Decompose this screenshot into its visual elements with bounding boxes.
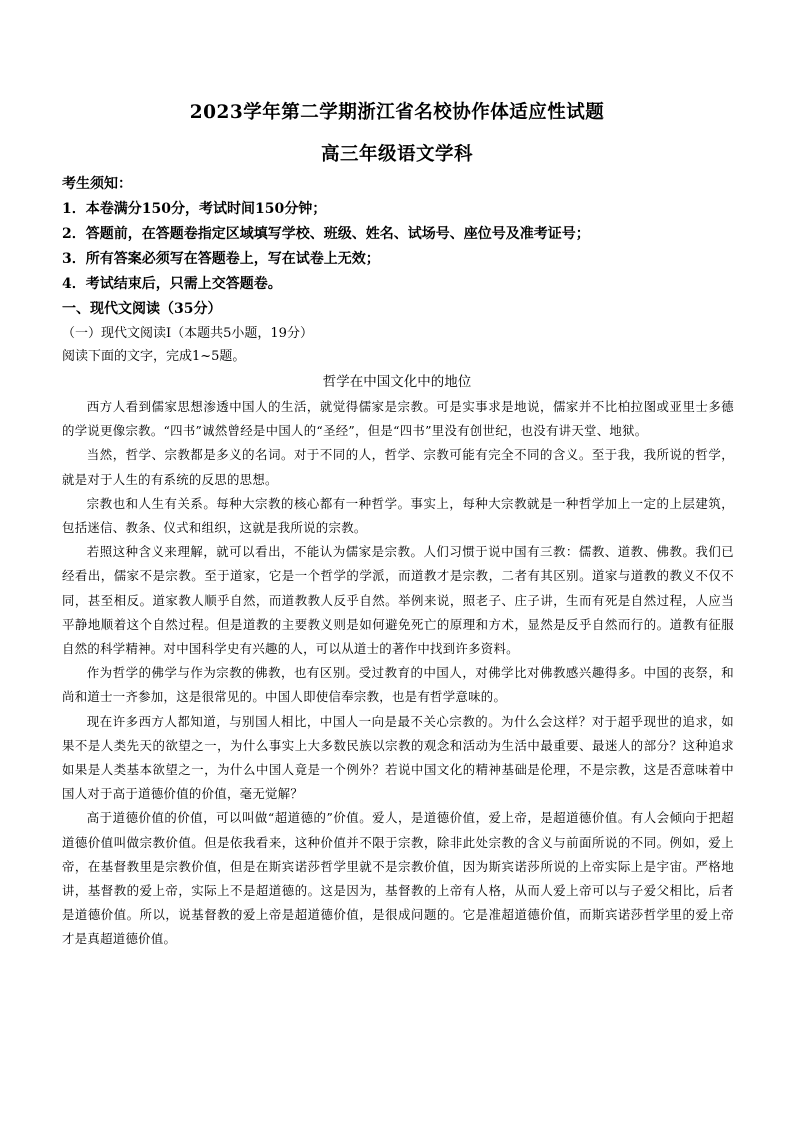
article-paragraph: 高于道德价值的价值，可以叫做“超道德的”价值。爱人，是道德价值，爱上帝，是超道德价值。有人会倾向于把超道德价值叫做宗教价值。但是依我看来，这种价值并不限于宗教，除非此处宗教的含义与前面所说的不同。例如，爱上帝，在基督教里是宗教价值，但是在斯宾诺莎哲学里就不是宗教价值，因为斯宾诺莎所说的上帝实际上是宇宙。严格地讲，基督教的爱上帝，实际上不是超道德的。这是因为，基督教的上帝有人格，从而人爱上帝可以与子爱父相比，后者是道德价值。所以，说基督教的爱上帝是超道德价值，是很成问题的。它是准超道德价值，而斯宾诺莎哲学里的爱上帝才是真超道德价值。 xyxy=(62,810,734,947)
notice-item: 2．答题前，在答题卷指定区域填写学校、班级、姓名、试场号、座位号及准考证号； xyxy=(62,226,590,242)
article-paragraph: 当然，哲学、宗教都是多义的名词。对于不同的人，哲学、宗教可能有完全不同的含义。至于我，我所说的哲学，就是对于人生的有系统的反思的思想。 xyxy=(62,447,734,487)
notice-item: 1．本卷满分150分，考试时间150分钟； xyxy=(62,201,327,217)
notice-heading: 考生须知： xyxy=(62,176,132,192)
article-title: 哲学在中国文化中的地位 xyxy=(322,374,472,390)
article-body xyxy=(62,395,734,952)
exam-subtitle: 高三年级语文学科 xyxy=(320,144,473,165)
candidate-notice xyxy=(62,172,742,322)
article-paragraph: 若照这种含义来理解，就可以看出，不能认为儒家是宗教。人们习惯于说中国有三教：儒教、道教、佛教。我们已经看出，儒家不是宗教。至于道家，它是一个哲学的学派，而道教才是宗教，二者有其区别。道家与道教的教义不仅不同，甚至相反。道家教人顺乎自然，而道教教人反乎自然。举例来说，照老子、庄子讲，生而有死是自然过程，人应当平静地顺着这个自然过程。但是道教的主要教义则是如何避免死亡的原理和方术，显然是反乎自然而行的。道教有征服自然的科学精神。对中国科学史有兴趣的人，可以从道士的著作中找到许多资料。 xyxy=(62,544,734,657)
article-paragraph: 宗教也和人生有关系。每种大宗教的核心都有一种哲学。事实上，每种大宗教就是一种哲学加上一定的上层建筑，包括迷信、教条、仪式和组织，这就是我所说的宗教。 xyxy=(62,495,734,536)
reading-instruction: 阅读下面的文字，完成1~5题。 xyxy=(62,349,246,364)
article-paragraph: 现在许多西方人都知道，与别国人相比，中国人一向是最不关心宗教的。为什么会这样？对于超乎现世的追求，如果不是人类先天的欲望之一，为什么事实上大多数民族以宗教的观念和活动为生活中最重要、最迷人的部分？这种追求如果是人类基本欲望之一，为什么中国人竟是一个例外？若说中国文化的精神基础是伦理，不是宗教，这是否意味着中国人对于高于道德价值的价值，毫无觉解？ xyxy=(62,713,734,802)
part-heading: （一）现代文阅读Ⅰ（本题共5小题，19分） xyxy=(62,326,313,341)
article-paragraph: 作为哲学的佛学与作为宗教的佛教，也有区别。受过教育的中国人，对佛学比对佛教感兴趣得多。中国的丧祭，和尚和道士一齐参加，这是很常见的。中国人即使信奉宗教，也是有哲学意味的。 xyxy=(62,665,734,705)
article-paragraph: 西方人看到儒家思想渗透中国人的生活，就觉得儒家是宗教。可是实事求是地说，儒家并不比柏拉图或亚里士多德的学说更像宗教。“四书”诚然曾经是中国人的“圣经”，但是“四书”里没有创世纪，也没有讲天堂、地狱。 xyxy=(62,399,734,439)
notice-item: 4．考试结束后，只需上交答题卷。 xyxy=(62,276,282,292)
section-heading: 一、现代文阅读（35分） xyxy=(62,301,222,317)
exam-title: 2023学年第二学期浙江省名校协作体适应性试题 xyxy=(189,102,605,123)
notice-item: 3．所有答案必须写在答题卷上，写在试卷上无效； xyxy=(62,251,380,267)
